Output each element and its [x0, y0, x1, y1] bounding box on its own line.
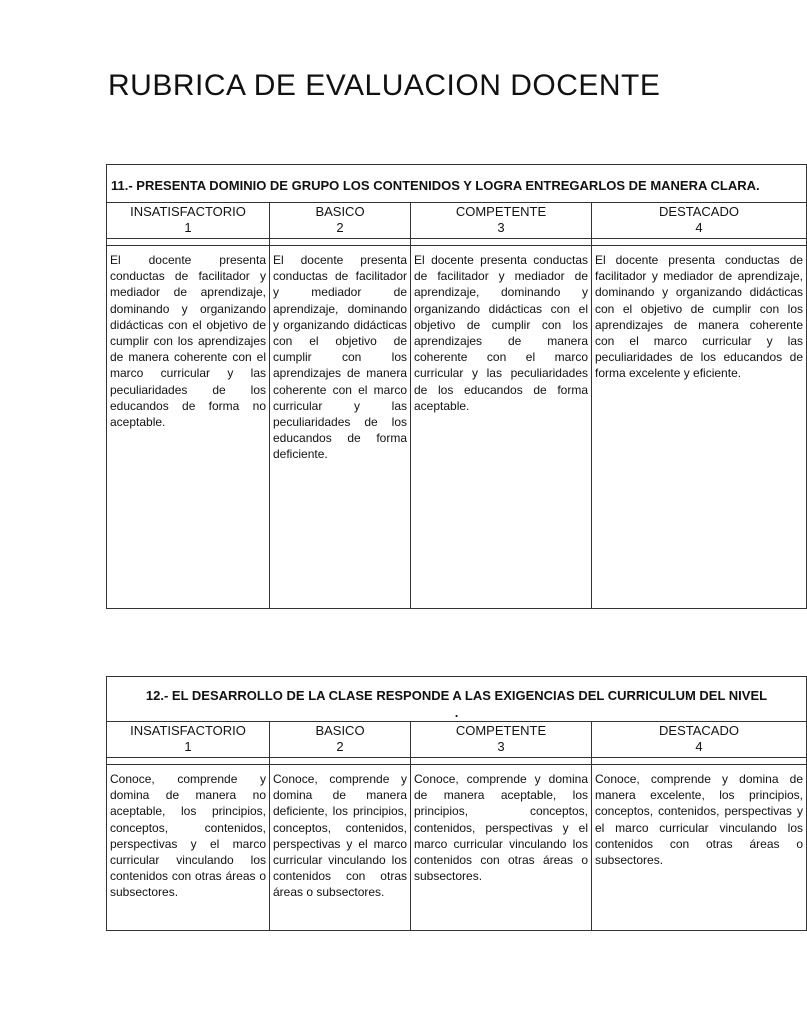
level-header-row — [107, 203, 807, 239]
descriptor-cell: El docente presenta conductas de facilitador y mediador de aprendizaje, dominando y organizando didácticas con el objetivo de cumplir con los aprendizajes de manera coherente con el marco curricular y las peculiaridades de los educandos de forma no aceptable. — [107, 246, 270, 609]
rubric-question: 11.- PRESENTA DOMINIO DE GRUPO LOS CONTENIDOS Y LOGRA ENTREGARLOS DE MANERA CLARA. — [107, 165, 807, 203]
descriptor-cell: El docente presenta conductas de facilitador y mediador de aprendizaje, dominando y organizando didácticas con el objetivo de cumplir con los aprendizajes de manera coherente con el marco curricular y las peculiaridades de los educandos de forma deficiente. — [270, 246, 411, 609]
rubric-table-11 — [106, 164, 807, 609]
rubric-table-12 — [106, 676, 807, 931]
descriptor-cell: El docente presenta conductas de facilitador y mediador de aprendizaje, dominando y organizando didácticas con el objetivo de cumplir con los aprendizajes de manera coherente con el marco curricular y las peculiaridades de los educandos de forma aceptable. — [411, 246, 592, 609]
level-header: INSATISFACTORIO 1 — [107, 722, 270, 758]
descriptor-cell: Conoce, comprende y domina de manera no aceptable, los principios, conceptos, contenidos, perspectivas y el marco curricular vinculando los contenidos con otras áreas o subsectores. — [107, 765, 270, 931]
level-header: COMPETENTE 3 — [411, 203, 592, 239]
level-header: DESTACADO 4 — [592, 722, 807, 758]
descriptor-cell: El docente presenta conductas de facilitador y mediador de aprendizaje, dominando y organizando didácticas con el objetivo de cumplir con los aprendizajes de manera coherente con el marco curricular y las peculiaridades de los educandos de forma excelente y eficiente. — [592, 246, 807, 609]
level-header: DESTACADO 4 — [592, 203, 807, 239]
descriptor-row — [107, 765, 807, 931]
document-title: RUBRICA DE EVALUACION DOCENTE — [108, 69, 661, 102]
level-header: BASICO 2 — [270, 722, 411, 758]
rubric-question: 12.- EL DESARROLLO DE LA CLASE RESPONDE A LAS EXIGENCIAS DEL CURRICULUM DEL NIVEL . — [107, 677, 807, 722]
descriptor-row — [107, 246, 807, 609]
level-header-row — [107, 722, 807, 758]
descriptor-cell: Conoce, comprende y domina de manera deficiente, los principios, conceptos, contenidos, perspectivas y el marco curricular vinculando los contenidos con otras áreas o subsectores. — [270, 765, 411, 931]
level-header: BASICO 2 — [270, 203, 411, 239]
level-header: COMPETENTE 3 — [411, 722, 592, 758]
descriptor-cell: Conoce, comprende y domina de manera excelente, los principios, conceptos, contenidos, perspectivas y el marco curricular vinculando los contenidos con otras áreas o subsectores. — [592, 765, 807, 931]
level-header: INSATISFACTORIO 1 — [107, 203, 270, 239]
descriptor-cell: Conoce, comprende y domina de manera aceptable, los principios, conceptos, contenidos, perspectivas y el marco curricular vinculando los contenidos con otras áreas o subsectores. — [411, 765, 592, 931]
